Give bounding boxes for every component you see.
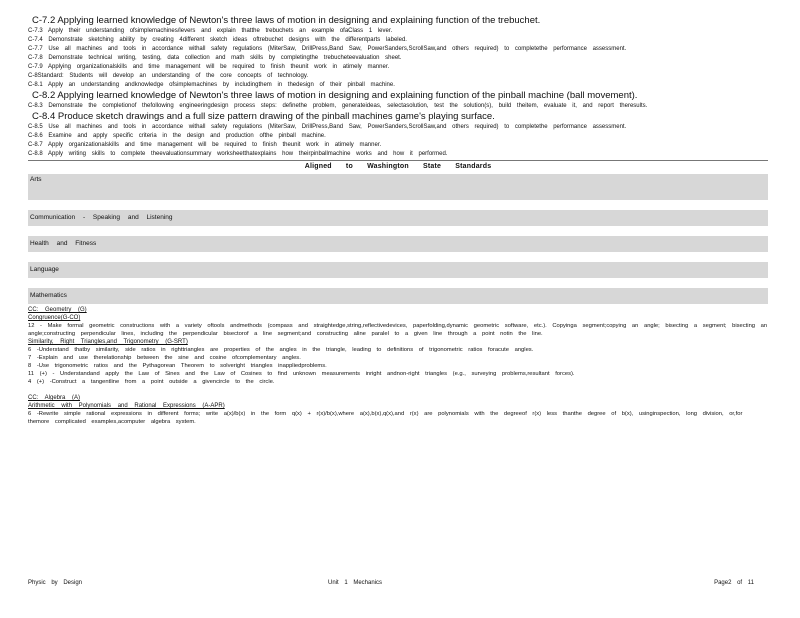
math-standard: 7 -Explain and use therelationship between the sine and cosine ofcomplementary angles. (28, 355, 301, 361)
standard-line: C-8.8 Apply writing skills to complete theevaluationsummary worksheetthatexplains how theirpinballmachine works and how it performed. (28, 151, 448, 157)
math-standard: 6 -Rewrite simple rational expressions in different forms; write a(x)/b(x) in the form q(x) + r(x)/b(x),where a(x),b(x),q(x),and r(x) are polynomials with the degreeof r(x) less thanthe degree of b(x), usinginspection, long division, or,for themore complicated examples,acomputer algebra system. (28, 411, 743, 425)
standard-line: C-8Standard: Students will develop an understanding of the core concepts of technology. (28, 73, 309, 79)
geometry-heading: CC: Geometry (G) (28, 307, 87, 313)
section-bar-health: Health and Fitness (28, 236, 768, 252)
standard-line: C-7.8 Demonstrate technical writing, testing, data collection and math skills by completingthe trebucheteevaluation sheet. (28, 55, 402, 61)
standards-title: Aligned to Washington State Standards (304, 163, 492, 170)
heading-c84: C-8.4 Produce sketch drawings and a full size pattern drawing of the pinball machines game's playing surface. (32, 111, 495, 122)
section-bar-communication: Communication - Speaking and Listening (28, 210, 768, 226)
standard-line: C-8.7 Apply organizationalskills and time management will be required to finish theunit work in atimely manner. (28, 142, 382, 148)
math-standard: 12 - Make formal geometric constructions with a variety oftools andmethods (compass and straightedge,string,reflectivedevices, paperfolding,dynamic geometric software, etc.). Copyinga segment;copying an angle; bisecting a segment; bisecting an angle;constructing perpendicular lines, including the perpendicular bisectorof a line segment;and constructing aline paralel to a given line through a point notin the line. (28, 323, 768, 337)
similarity-heading: Similarity, Right Triangles,and Trigonometry (G-SRT) (28, 339, 188, 345)
standard-line: C-8.5 Use all machines and tools in accordance withall safety regulations (MiterSaw, DrillPress,Band Saw, PowerSanders,ScrollSaw,and others required) to completethe performance assessment. (28, 124, 627, 130)
math-standard: 4 (+) -Construct a tangentline from a point outside a givencircle to the circle. (28, 379, 275, 385)
heading-c72: C-7.2 Applying learned knowledge of Newton's three laws of motion in designing and explaining function of the trebuchet. (32, 15, 541, 26)
math-standard: 8 -Use trigonometric ratios and the Pythagorean Theorem to solveright triangles inappliedproblems. (28, 363, 327, 369)
math-standard: 11 (+) - Understandand apply the Law of Sines and the Law of Cosines to find unknown measurements inright andnon-right triangles (e.g., surveying problems,resultant forces). (28, 371, 575, 377)
standard-line: C-7.4 Demonstrate sketching ability by creating 4different sketch ideas oftrebuchet designs with the differentparts labeled. (28, 37, 407, 43)
standard-line: C-8.3 Demonstrate the completionof thefollowing engineeringdesign process steps: definethe problem, generateideas, selectasolution, test the solution(s), build theitem, evaluate it, and report theresults. (28, 103, 648, 109)
standard-line: C-7.9 Applying organizationalskills and time management will be required to finish theunit work in atimely manner. (28, 64, 390, 70)
page-footer (28, 580, 754, 586)
standard-line: C-7.7 Use all machines and tools in accordance withall safety regulations (MiterSaw, DrillPress,Band Saw, PowerSanders,ScrollSaw,and others required) to completethe performance assessment. (28, 46, 627, 52)
math-content (28, 306, 768, 426)
heading-c82: C-8.2 Applying learned knowledge of Newton's three laws of motion in designing and explaining function of the pinball machine (ball movement). (32, 90, 638, 101)
standard-line: C-8.6 Examine and apply specific criteria in the design and production ofthe pinball machine. (28, 133, 326, 139)
algebra-heading: CC: Algebra (A) (28, 395, 81, 401)
math-standard: 6 -Understand thatby similarity, side ratios in righttriangles are properties of the angles in the triangle, leading to definitions of trigonometric ratios foracute angles. (28, 347, 534, 353)
section-bar-arts: Arts (28, 174, 768, 200)
standard-line: C-8.1 Apply an understanding andknowledge ofsimplemachines by includingthem in thedesign of their pinball machine. (28, 82, 395, 88)
arithmetic-heading: Arithmetic with Polynomials and Rational Expressions (A-APR) (28, 403, 225, 409)
standard-line: C-7.3 Apply their understanding ofsimplemachines/levers and explain thatthe trebuchets an example ofaClass 1 lever. (28, 28, 393, 34)
footer-center: Unit 1 Mechanics (328, 580, 383, 586)
footer-left: Physic by Design (28, 580, 83, 586)
footer-page-number: Page2 of 11 (714, 580, 754, 586)
section-bar-language: Language (28, 262, 768, 278)
standards-section (28, 160, 768, 426)
congruence-heading: Congruence(G-CO) (28, 315, 81, 321)
section-bar-mathematics: Mathematics (28, 288, 768, 304)
document-page (28, 14, 768, 426)
